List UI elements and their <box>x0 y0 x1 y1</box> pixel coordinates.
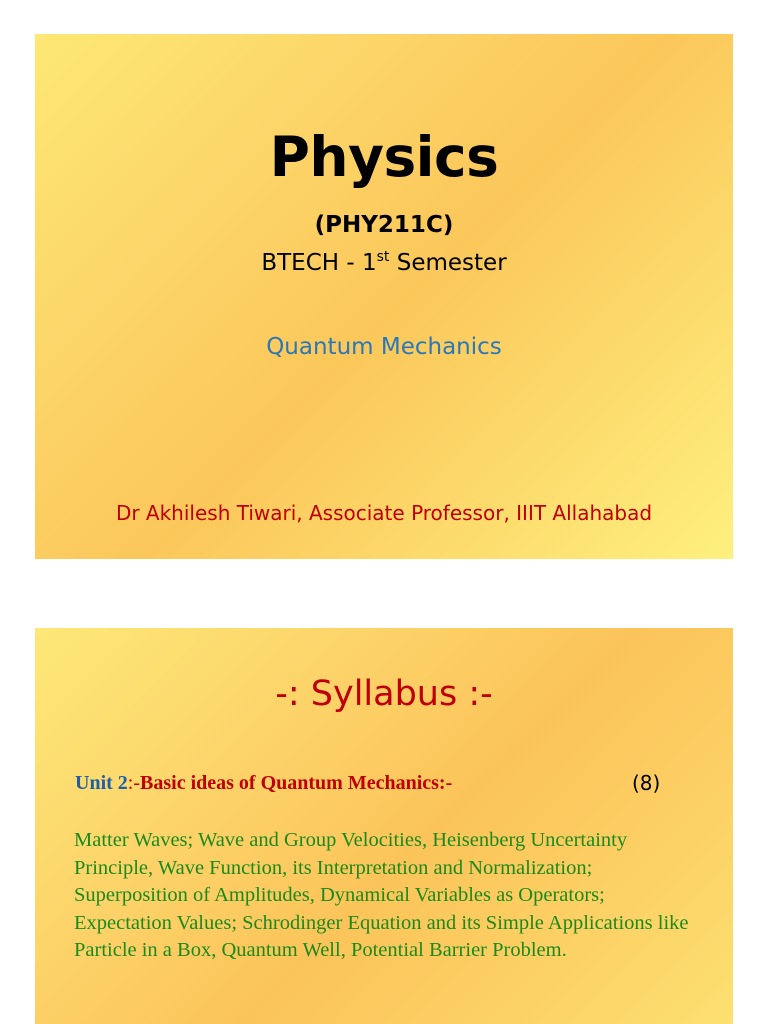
slide-title: Physics <box>269 125 499 189</box>
semester-prefix: BTECH - 1 <box>261 250 377 276</box>
syllabus-slide <box>35 628 733 1024</box>
unit-heading <box>75 773 695 793</box>
topic-subtitle: Quantum Mechanics <box>266 334 502 360</box>
unit-label: Unit 2 <box>75 772 128 794</box>
course-code: (PHY211C) <box>314 212 454 238</box>
title-slide <box>35 34 733 559</box>
author-line: Dr Akhilesh Tiwari, Associate Professor, IIIT Allahabad <box>115 501 653 525</box>
syllabus-heading: -: Syllabus :- <box>275 674 493 714</box>
syllabus-content: Matter Waves; Wave and Group Velocities, Heisenberg Uncertainty Principle, Wave Function, its Interpretation and Normalization; Superposition of Amplitudes, Dynamical Variables as Operators; Expectation Values; Schrodinger Equation and its Simple Applications like Particle in a Box, Quantum Well, Potential Barrier Problem. <box>74 829 689 961</box>
unit-title: Basic ideas of Quantum Mechanics:- <box>140 772 453 794</box>
unit-separator: :- <box>127 772 141 794</box>
semester-suffix: Semester <box>389 250 507 276</box>
semester-ordinal: st <box>376 249 390 265</box>
unit-hours: (8) <box>632 771 661 795</box>
semester-line <box>35 249 733 276</box>
